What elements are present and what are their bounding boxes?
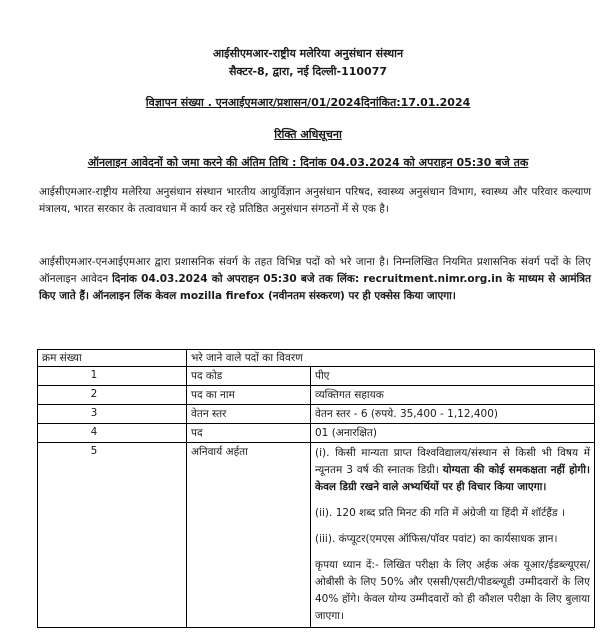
qualification-item-3: (iii). कंप्यूटर(एमएस ऑफिस/पॉवर पवांट) का कार्यसाधक ज्ञान। [315,533,558,545]
row-field: पद कोड [187,367,311,386]
intro-paragraph-1: आईसीएमआर-राष्ट्रीय मलेरिया अनुसंधान संस्थान भारतीय आयुर्विज्ञान अनुसंधान परिषद, स्वास्थ्य अनुसंधान विभाग, स्वास्थ्य और परिवार कल्याण मंत्रालय, भारत सरकार के तत्वावधान में कार्य कर रहे प्रतिष्ठित अनुसंधान संगठनों में से एक है। [39,186,591,215]
row-serial: 1 [38,367,187,386]
post-details-table [37,349,595,628]
intro-paragraph-2-text: आईसीएमआर-एनआईएमआर द्वारा प्रशासनिक संवर्ग के तहत विभिन्न पदों को भरे जाना है। निम्नलिखित नियमित प्रशासनिक संवर्ग पदों के लिए ऑनलाइन आवेदन [39,256,591,285]
advertisement-number: विज्ञापन संख्या . एनआईएमआर/प्रशासन/01/2024दिनांकित:17.01.2024 [145,96,471,109]
qualification-item-1 [315,445,590,496]
row-serial: 4 [38,424,187,443]
row-serial: 3 [38,405,187,424]
table-header-row [38,350,595,367]
qualification-details [311,443,595,628]
header-serial-no: क्रम संख्या [38,350,187,367]
table-row-qualification [38,443,595,628]
application-deadline-link-text: दिनांक 04.03.2024 को अपराहन 05:30 बजे तक लिंक: recruitment.nimr.org.in के माध्यम से आमंत्रित किए जाते हैं। ऑनलाइन लिंक केवल mozilla firefox (नवीनतम संस्करण) पर ही एक्सेस किया जाएगा। [39,273,591,302]
qualification-item-1-note: योग्यता की कोई समकक्षता नहीं होगी। केवल डिग्री रखने वाले अभ्यर्थियों पर ही विचार किया जाएगा। [315,464,590,493]
row-value: वेतन स्तर - 6 (रुपये. 35,400 - 1,12,400) [311,405,595,424]
row-value: व्यक्तिगत सहायक [311,386,595,405]
table-row [38,367,595,386]
row-value: पीए [311,367,595,386]
row-field: अनिवार्य अर्हता [187,443,311,628]
table-row [38,405,595,424]
row-serial: 2 [38,386,187,405]
header-post-details: भरे जाने वाले पदों का विवरण [187,350,595,367]
row-field: पद का नाम [187,386,311,405]
org-address: सैक्टर-8, द्वारा, नई दिल्ली-110077 [228,65,387,78]
row-field: वेतन स्तर [187,405,311,424]
row-field: पद [187,424,311,443]
notice-title: रिक्ति अधिसूचना [274,128,342,141]
qualification-item-2: (ii). 120 शब्द प्रति मिनट की गति में अंग्रेजी या हिंदी में शॉर्टहैंड । [315,507,565,519]
org-name: आईसीएमआर-राष्ट्रीय मलेरिया अनुसंधान संस्थान [212,47,404,60]
row-serial: 5 [38,443,187,628]
qualification-note: कृपया ध्यान दें:- लिखित परीक्षा के लिए अर्हक अंक यूआर/ईडब्ल्यूएस/ओबीसी के लिए 50% और एससी/एसटी/पीडब्ल्यूडी उम्मीदवारों के लिए 40% होंगे। केवल योग्य उम्मीदवारों को ही कौशल परीक्षा के लिए बुलाया जाएगा। [315,559,590,622]
row-value: 01 (अनारक्षित) [311,424,595,443]
intro-paragraph-2 [39,254,591,305]
last-date-line: ऑनलाइन आवेदनों को जमा करने की अंतिम तिथि : दिनांक 04.03.2024 को अपराहन 05:30 बजे तक [87,156,529,169]
qualification-item-1-text: (i). किसी मान्यता प्राप्त विश्वविद्यालय/संस्थान से किसी भी विषय में न्यूनतम 3 वर्ष की स्नातक डिग्री। [315,447,590,476]
table-row [38,424,595,443]
table-row [38,386,595,405]
